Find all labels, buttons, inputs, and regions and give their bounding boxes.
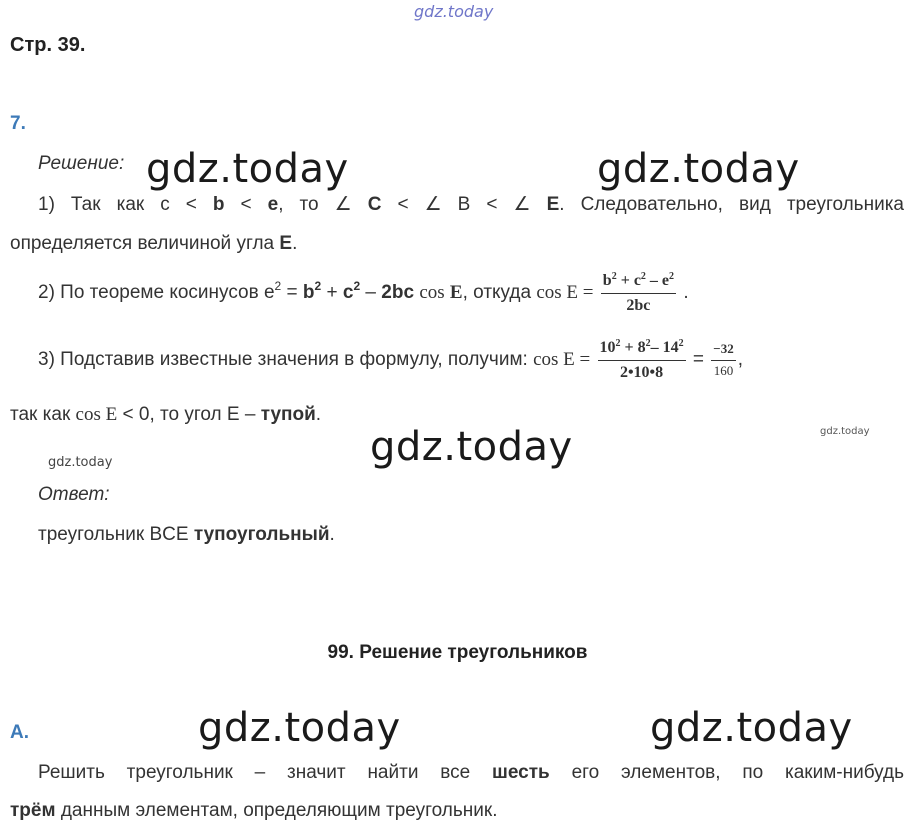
step4-cos: cos E — [75, 404, 118, 425]
step3-eq: = — [692, 349, 705, 371]
step3-result-numerator: −32 — [711, 342, 735, 360]
step4-line — [10, 404, 321, 426]
step3-sup-a: 2 — [615, 338, 621, 349]
step1-line2-text: определяется величиной угла — [10, 233, 275, 254]
step2-frac-numerator — [601, 272, 676, 294]
step3-num-10: 10 — [599, 339, 616, 356]
step1-line2-period: . — [292, 233, 298, 254]
step3-line — [38, 339, 743, 381]
step3-frac-denominator: 2•10•8 — [619, 363, 664, 381]
step1-angle-c: C — [367, 194, 382, 215]
step2-b: b — [302, 282, 315, 304]
step2-end: . — [683, 282, 689, 304]
watermark-large-4: gdz.today — [198, 705, 401, 751]
step3-result-fraction — [711, 342, 735, 378]
frac-plus-c: + c — [620, 272, 641, 289]
step2-sup1: 2 — [274, 279, 282, 294]
solution-label: Решение: — [38, 153, 125, 174]
step3-result-denominator: 160 — [713, 362, 734, 378]
section-line1-c: его элементов, по каким-нибудь — [571, 762, 905, 783]
frac-sup-c: 2 — [669, 271, 675, 282]
step3-sup-c: 2 — [678, 338, 684, 349]
frac-b: b — [602, 272, 612, 289]
step2-2bc: 2bc — [381, 282, 415, 304]
watermark-large-3: gdz.today — [370, 424, 573, 470]
step1-line2-angle: E — [279, 233, 293, 254]
step2-cos: cos — [419, 282, 445, 304]
answer-text — [38, 524, 335, 546]
step1-angle-e: E — [546, 194, 560, 215]
watermark-large-5: gdz.today — [650, 705, 853, 751]
step2-sup3: 2 — [353, 279, 361, 294]
step1-var-e: e — [267, 194, 279, 215]
answer-label: Ответ: — [38, 484, 110, 505]
step3-fraction — [598, 339, 686, 381]
section-line2-b: данным элементам, определяющим треугольник. — [60, 800, 498, 821]
step2-c: c — [342, 282, 354, 304]
section-line2 — [10, 800, 497, 822]
step3-text: 3) Подставив известные значения в формулу, получим: — [38, 349, 528, 371]
step2-E: E — [449, 282, 463, 304]
step3-frac-numerator — [598, 339, 686, 361]
step4-period: . — [315, 404, 322, 425]
watermark-large-2: gdz.today — [597, 146, 800, 192]
step2-minus: – — [365, 282, 376, 304]
frac-sup-a: 2 — [611, 271, 617, 282]
step3-cosE: cos E = — [533, 349, 591, 371]
step2-plus: + — [326, 282, 338, 304]
step2-sup2: 2 — [314, 279, 322, 294]
frac-sup-b: 2 — [640, 271, 646, 282]
step4-text-b: < 0, то угол E – — [122, 404, 256, 425]
step3-num-8: + 8 — [624, 339, 646, 356]
step1-line2 — [10, 233, 297, 255]
step1-text-e: , то ∠ — [278, 194, 352, 215]
step1-text-i: . Следовательно, вид треугольника — [559, 194, 904, 215]
step1-text-g: < ∠ B < ∠ — [397, 194, 531, 215]
step2-cosE: cos E = — [536, 282, 594, 304]
step2-whence: , откуда — [462, 282, 532, 304]
step2-text: 2) По теореме косинусов e — [38, 282, 275, 304]
step3-sup-b: 2 — [645, 338, 651, 349]
watermark-small: gdz.today — [48, 455, 113, 470]
section-line1 — [38, 762, 904, 784]
answer-period: . — [329, 524, 335, 545]
step4-text-a: так как — [10, 404, 71, 425]
step2-frac-denominator: 2bc — [626, 296, 651, 314]
section-line2-three: трём — [10, 800, 56, 821]
step1-lt: < — [240, 194, 252, 215]
section-title: 99. Решение треугольников — [327, 642, 588, 663]
step2-line — [38, 272, 689, 314]
answer-text-a: треугольник BCE — [38, 524, 189, 545]
task-number: 7. — [10, 113, 26, 134]
step1-text-a: 1) Так как c < — [38, 194, 197, 215]
watermark-top: gdz.today — [414, 2, 494, 21]
step4-obtuse: тупой — [260, 404, 316, 425]
step2-fraction — [601, 272, 676, 314]
watermark-large-1: gdz.today — [146, 146, 349, 192]
watermark-tiny: gdz.today — [820, 426, 870, 437]
step3-comma: , — [737, 349, 743, 371]
step1-var-b: b — [212, 194, 225, 215]
page-reference: Стр. 39. — [10, 34, 86, 56]
section-line1-six: шесть — [492, 762, 550, 783]
step3-num-14: – 14 — [650, 339, 679, 356]
section-label: A. — [10, 722, 29, 743]
step2-eq: = — [286, 282, 298, 304]
section-line1-a: Решить треугольник – значит найти все — [38, 762, 471, 783]
frac-minus-e: – e — [649, 272, 670, 289]
answer-obtuse: тупоугольный — [193, 524, 330, 545]
step1-line1 — [38, 193, 904, 216]
